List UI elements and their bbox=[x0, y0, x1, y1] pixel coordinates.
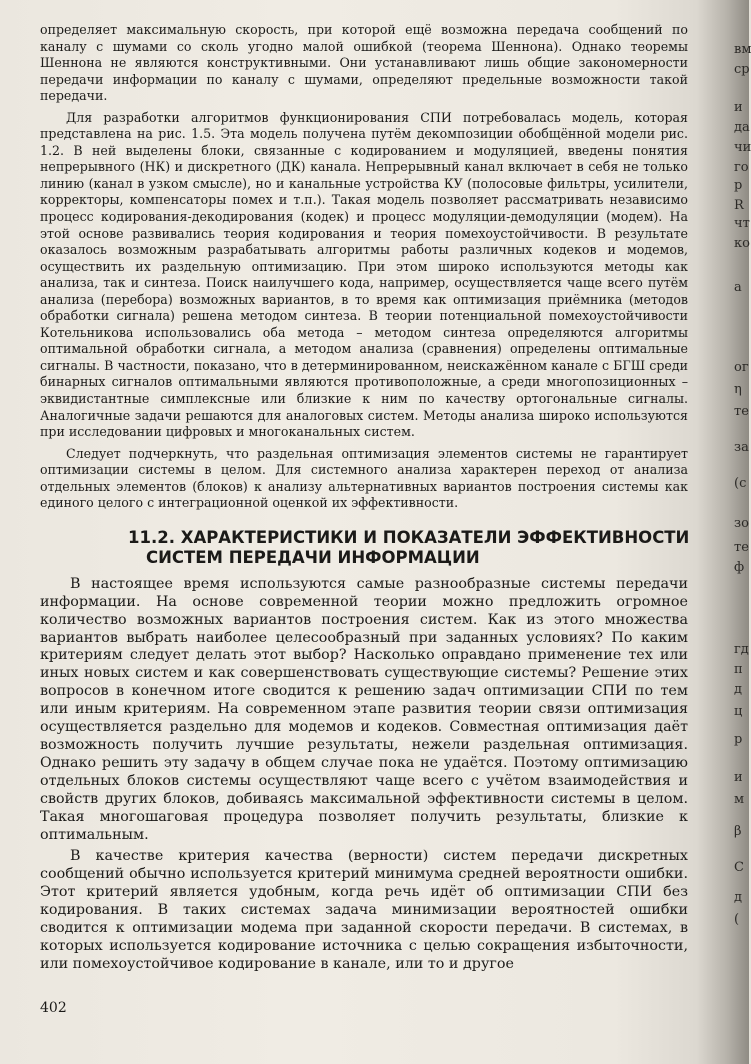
next-page-fragment: те bbox=[734, 540, 749, 555]
next-page-fragment: ф bbox=[734, 560, 745, 575]
paragraph-top-2: Для разработки алгоритмов функционирования СПИ потребовалась модель, которая представлена на рис. 1.5. Эта модель получена путём декомпозиции обобщённой модели рис. 1.2. В ней выделены блоки, связанные с кодированием и модуляцией, введены понятия непрерывного (НК) и дискретного (ДК) канала. Непрерывный канал включает в себя не только линию (канал в узком смысле), но и канальные устройства КУ (полосовые фильтры, усилители, корректоры, компенсаторы помех и т.п.). Такая модель позволяет рассматривать независимо процесс кодирования-декодирования (кодек) и процесс модуляции-демодуляции (модем). На этой основе развивались теория кодирования и теория помехоустойчивости. В результате оказалось возможным разрабатывать алгоритмы работы различных кодеков и модемов, осуществить их раздельную оптимизацию. При этом широко используются методы как анализа, так и синтеза. Поиск наилучшего кода, например, осуществляется чаще всего путём анализа (перебора) возможных вариантов, в то время как оптимизация приёмника (методов обработки сигнала) решена методом синтеза. В теории потенциальной помехоустойчивости Котельникова использовались оба метода – методом синтеза определяются алгоритмы оптимальной обработки сигнала, а методом анализа (сравнения) определены оптимальные сигналы. В частности, показано, что в детерминированном, неискажённом канале с БГШ среди бинарных сигналов оптимальными являются противоположные, а среди многопозиционных – эквидистантные симплексные или близкие к ним по качеству ортогональные сигналы. Аналогичные задачи решаются для аналоговых систем. Методы анализа широко используются при исследовании цифровых и многоканальных систем. bbox=[40, 109, 688, 440]
next-page-fragment: р bbox=[734, 178, 743, 193]
next-page-fragment: С bbox=[734, 860, 744, 875]
next-page-edge bbox=[696, 0, 749, 1064]
next-page-fragment: зо bbox=[734, 516, 749, 531]
paragraph-top-1: определяет максимальную скорость, при которой ещё возможна передача сообщений по каналу с шумами со сколь угодно малой ошибкой (теорема Шеннона). Однако теоремы Шеннона не являются конструктивными. Они устанавливают лишь общие закономерности передачи информации по каналу с шумами, определяют предельные возможности такой передачи. bbox=[40, 22, 688, 104]
next-page-fragment: чи bbox=[734, 140, 751, 155]
next-page-fragment: ср bbox=[734, 62, 750, 77]
next-page-fragment: а bbox=[734, 280, 742, 295]
next-page-fragment: п bbox=[734, 662, 743, 677]
next-page-fragment: η bbox=[734, 382, 742, 397]
next-page-fragment: те bbox=[734, 404, 749, 419]
next-page-fragment: р bbox=[734, 732, 743, 747]
paragraph-bottom-2: В качестве критерия качества (верности) систем передачи дискретных сообщений обычно используется критерий минимума средней вероятности ошибки. Этот критерий является удобным, когда речь идёт об оптимизации СПИ без кодирования. В таких системах задача минимизации вероятностей ошибки сводится к оптимизации модема при заданной скорости передачи. В системах, в которых используется кодирование источника с целью сокращения избыточности, или помехоустойчивое кодирование в канале, или то и другое bbox=[40, 848, 688, 972]
next-page-fragment: R bbox=[734, 198, 744, 213]
next-page-fragment: чт bbox=[734, 216, 750, 231]
next-page-fragment: (с bbox=[734, 476, 747, 491]
next-page-fragment: за bbox=[734, 440, 749, 455]
section-heading bbox=[128, 528, 688, 568]
section-heading-line-2: СИСТЕМ ПЕРЕДАЧИ ИНФОРМАЦИИ bbox=[146, 547, 480, 567]
main-text-column bbox=[40, 22, 688, 978]
next-page-fragment: и bbox=[734, 770, 743, 785]
next-page-fragment: м bbox=[734, 792, 745, 807]
next-page-fragment: ( bbox=[734, 912, 740, 927]
next-page-fragment: ко bbox=[734, 236, 750, 251]
paragraph-top-3: Следует подчеркнуть, что раздельная оптимизация элементов системы не гарантирует оптимизации системы в целом. Для системного анализа характерен переход от анализа отдельных элементов (блоков) к анализу альтернативных вариантов построения системы как единого целого с интеграционной оценкой их эффективности. bbox=[40, 445, 688, 511]
next-page-fragment: гд bbox=[734, 642, 749, 657]
page-number: 402 bbox=[40, 1000, 67, 1016]
next-page-fragment: да bbox=[734, 120, 750, 135]
next-page-fragment: д bbox=[734, 682, 743, 697]
paragraph-bottom-1: В настоящее время используются самые разнообразные системы передачи информации. На основе современной теории можно предложить огромное количество возможных вариантов построения систем. Как из этого множества вариантов выбрать наиболее целесообразный при заданных условиях? По каким критериям следует делать этот выбор? Насколько оправдано применение тех или иных новых систем и как совершенствовать существующие системы? Решение этих вопросов в конечном итоге сводится к решению задач оптимизации СПИ по тем или иным критериям. На современном этапе развития теории связи оптимизация осуществляется раздельно для модемов и кодеков. Совместная оптимизация даёт возможность получить лучшие результаты, нежели раздельная оптимизация. Однако решить эту задачу в общем случае пока не удаётся. Поэтому оптимизацию отдельных блоков системы осуществляют чаще всего с учётом взаимодействия и свойств других блоков, добиваясь максимальной эффективности системы в целом. Такая многошаговая процедура позволяет получить результаты, близкие к оптимальным. bbox=[40, 575, 688, 843]
next-page-fragment: го bbox=[734, 160, 749, 175]
next-page-fragment: β bbox=[734, 824, 742, 839]
next-page-fragment: ц bbox=[734, 704, 743, 719]
section-heading-line-1: 11.2. ХАРАКТЕРИСТИКИ И ПОКАЗАТЕЛИ ЭФФЕКТИВНОСТИ bbox=[128, 527, 690, 547]
next-page-fragment: и bbox=[734, 100, 743, 115]
next-page-fragment: д bbox=[734, 890, 743, 905]
next-page-fragment: вм bbox=[734, 42, 751, 57]
next-page-fragment: ог bbox=[734, 360, 749, 375]
